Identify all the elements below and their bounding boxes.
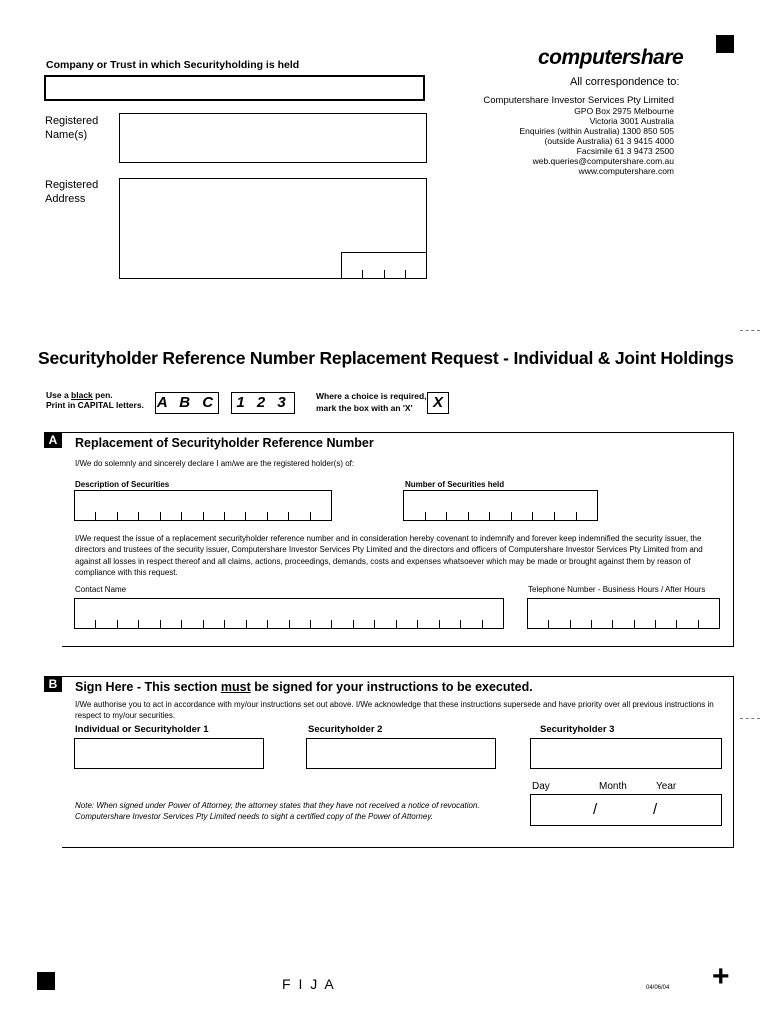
form-code: F I J A [282,976,336,992]
holder3-label: Securityholder 3 [540,724,615,735]
holder1-label: Individual or Securityholder 1 [75,724,209,735]
date-separator: / [653,801,658,818]
description-field[interactable] [74,490,332,521]
correspondence-label: All correspondence to: [570,76,680,88]
registered-address-field[interactable] [119,178,427,279]
number-field[interactable] [403,490,598,521]
signature-holder1[interactable] [74,738,264,769]
registered-address-label: Registered Address [45,179,99,205]
computershare-logo: computershare [538,46,684,69]
holder2-label: Securityholder 2 [308,724,383,735]
crop-plus-mark: + [712,960,730,993]
fold-mark [740,330,760,331]
authorise-text: I/We authorise you to act in accordance with my/our instructions set out above. I/We acknowledge that these instructions supersede and have priority over all previous instructions in respect to my/our securities. [75,700,714,720]
description-label: Description of Securities [75,480,170,489]
registration-mark [37,972,55,990]
form-title: Securityholder Reference Number Replacement Request - Individual & Joint Holdings [38,348,734,368]
choice-instructions: Where a choice is required, mark the box with an 'X' [316,391,427,413]
year-label: Year [656,781,677,792]
sample-numbers: 1 2 3 [231,392,295,414]
section-b-tab: B [44,676,62,692]
number-label: Number of Securities held [405,480,505,489]
phone-field[interactable] [527,598,720,629]
request-text: I/We request the issue of a replacement securityholder reference number and in consideration hereby covenant to indemnify and forever keep indemnified the security issuer, the directors and trustees of the security issuer, Computershare Investor Services Pty Limited and the directors and officers of Computershare Investor Services Pty Limited from and against all losses in respect thereof and all claims, actions, proceedings, demands, costs and expenses whatsoever which may be made or brought against them by reason of compliance with this request. [75,534,703,577]
contact-field[interactable] [74,598,504,629]
section-b-title: Sign Here - This section must be signed for your instructions to be executed. [75,680,533,694]
signature-holder2[interactable] [306,738,496,769]
fold-mark [740,718,760,719]
date-field[interactable] [530,794,722,826]
pen-instructions: Use a black pen. Print in CAPITAL letters. [46,390,144,410]
brand-address: GPO Box 2975 Melbourne Victoria 3001 Australia Enquiries (within Australia) 1300 850 505 (outside Australia) 61 3 9415 4000 Facsimile 61 3 9473 2500 web.queries@computershare.com.au www.computershare.com [519,106,674,176]
registration-mark [716,35,734,53]
date-separator: / [593,801,598,818]
day-label: Day [532,781,550,792]
form-date: 04/06/04 [646,985,670,991]
section-a-tab: A [44,432,62,448]
declare-text: I/We do solemnly and sincerely declare I am/we are the registered holder(s) of: [75,459,355,468]
registered-names-label: Registered Name(s) [45,115,99,141]
contact-label: Contact Name [75,585,127,594]
phone-label: Telephone Number - Business Hours / After Hours [528,585,706,594]
section-a-title: Replacement of Securityholder Reference Number [75,436,374,450]
sample-x-box: X [427,392,449,414]
company-label: Company or Trust in which Securityholding is held [46,59,300,71]
month-label: Month [599,781,627,792]
postcode-field[interactable] [341,252,427,279]
registered-names-field[interactable] [119,113,427,163]
brand-company: Computershare Investor Services Pty Limited [483,95,674,106]
company-input[interactable] [44,75,425,101]
sample-letters: A B C [155,392,219,414]
signature-holder3[interactable] [530,738,722,769]
attorney-note: Note: When signed under Power of Attorney, the attorney states that they have not received a notice of revocation. Computershare Investor Services Pty Limited needs to sight a certified copy of the Power of Attorney. [75,801,480,821]
